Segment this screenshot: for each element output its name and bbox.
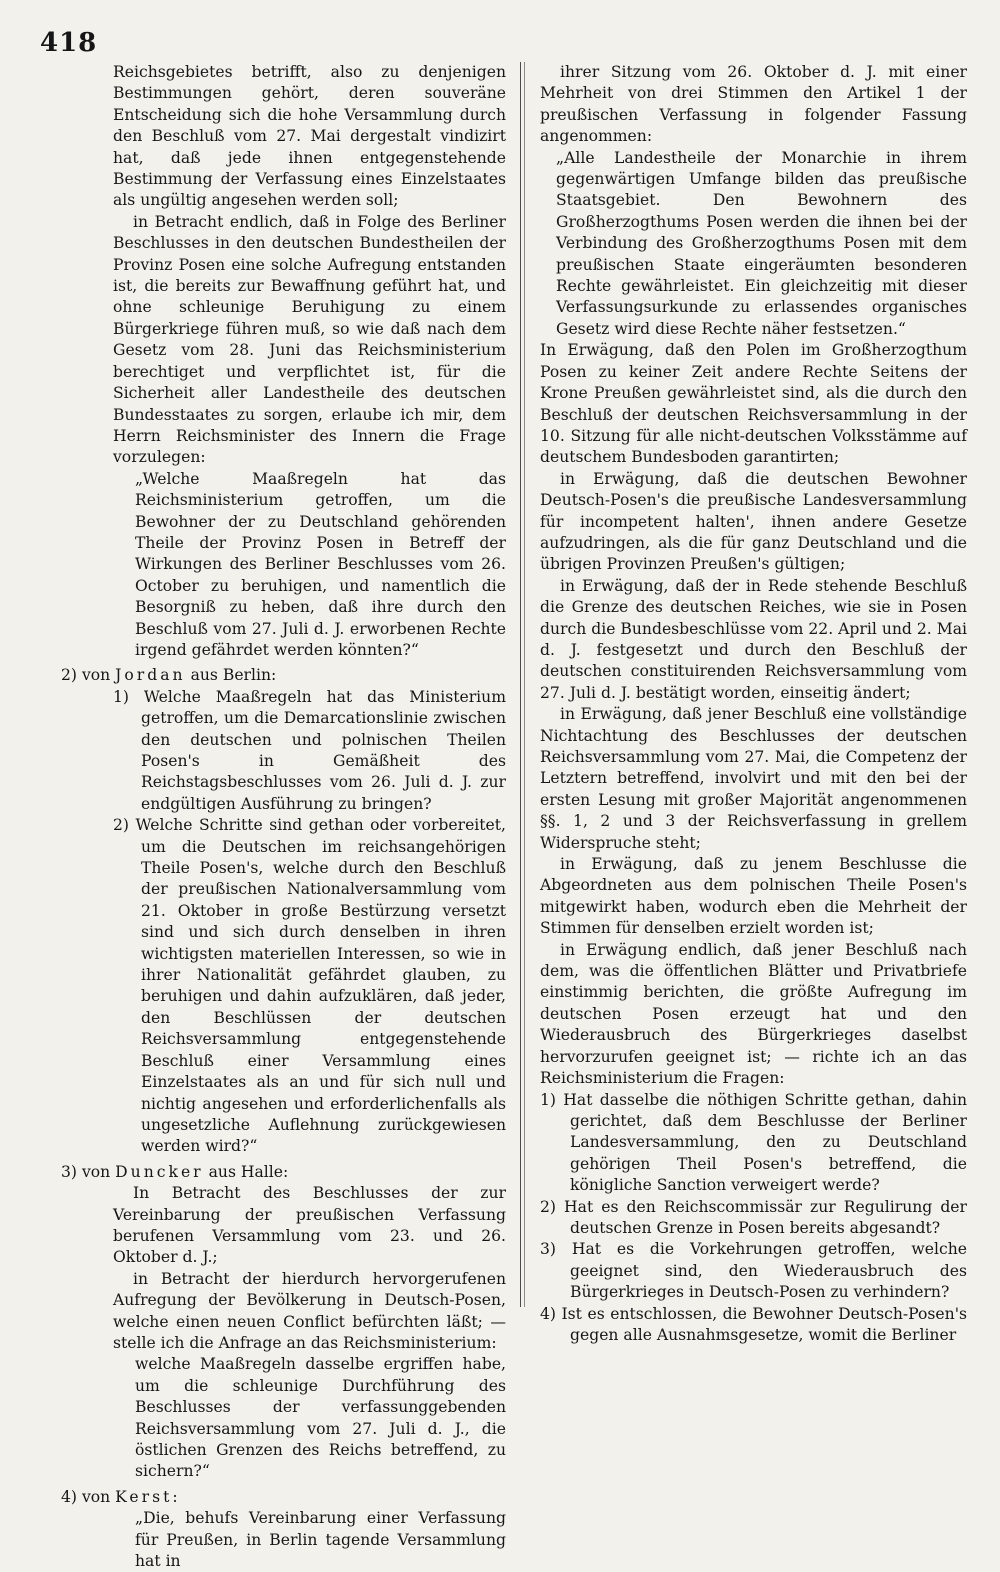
paragraph: in Erwägung, daß jener Beschluß eine vollständige Nichtachtung des Beschlusses der deutschen Reichsversammlung vom 27. Mai, die Competenz der Letztern betreffend, involvirt und mit den bei der ersten Lesung mit großer Majorität angenommenen §§. 1, 2 und 3 der Reichsverfassung in grellem Widerspruche steht; [540, 705, 967, 852]
paragraph: in Erwägung endlich, daß jener Beschluß nach dem, was die öffentlichen Blätter und Privatbriefe einstimmig berichten, die größte Aufregung im deutschen Posen erzeugt hat und den Wiederausbruch des Bürgerkrieges daselbst hervorzurufen geeignet ist; — richte ich an das Reichsministerium die Fragen: [540, 940, 967, 1088]
paragraph: in Betracht endlich, daß in Folge des Berliner Beschlusses in den deutschen Bundestheilen der Provinz Posen eine solche Aufregung entstanden ist, die bereits zur Bewaffnung geführt hat, und ohne schleunige Beruhigung zu einem Bürgerkriege führen muß, so wie daß nach dem Gesetz vom 28. Juni das Reichsministerium berechtiget und verpflichtet ist, für die Sicherheit aller Landestheile des deutschen Bundesstaates zu sorgen, erlaube ich mir, dem Herrn Reichsminister des Innern die Frage vorzulegen: [113, 212, 506, 467]
numbered-question: 1) Hat dasselbe die nöthigen Schritte gethan, dahin gerichtet, daß dem Beschlusse der Berliner Landesversammlung, den zu Deutschland gehörigen Theil Posen's betreffend, die königliche Sanction verweigert werde? [540, 1090, 967, 1195]
paragraph: In Betracht des Beschlusses der zur Vereinbarung der preußischen Verfassung berufenen Versammlung vom 23. und 26. Oktober d. J.; [113, 1184, 506, 1267]
heading-number: 3) von [61, 1162, 111, 1181]
left-column [61, 62, 506, 1572]
numbered-question: 4) Ist es entschlossen, die Bewohner Deutsch-Posen's gegen alle Ausnahmsgesetze, womit die Berliner [540, 1304, 967, 1344]
paragraph: in Erwägung, daß die deutschen Bewohner Deutsch-Posen's die preußische Landesversammlung für incompetent halten', ihnen andere Gesetze aufzudringen, als die für ganz Deutschland und die übrigen Provinzen Preußen's gültigen; [540, 469, 967, 574]
column-divider [520, 62, 521, 1307]
paragraph: in Erwägung, daß der in Rede stehende Beschluß die Grenze des deutschen Reiches, wie sie in Posen durch die Bundesbeschlüsse vom 22. April und 2. Mai d. J. festgesetzt und durch den Beschluß der deutschen constituirenden Reichsversammlung vom 27. Juli d. J. bestätigt worden, einseitig ändert; [540, 576, 967, 702]
right-column [540, 62, 967, 1346]
numbered-question: 2) Welche Schritte sind gethan oder vorbereitet, um die Deutschen im reichsangehörigen Theile Posen's, welche durch den Beschluß der preußischen Nationalversammlung vom 21. Oktober in große Bestürzung versetzt sind und sich durch denselben in ihren wichtigsten materiellen Interessen, so wie in ihrer Nationalität gefährdet glauben, zu beruhigen und dahin aufzuklären, daß jeder, den Beschlüssen der deutschen Reichsversammlung entgegenstehende Beschluß einer Versammlung eines Einzelstaates als an und für sich null und nichtig angesehen und erforderlichenfalls als ungesetzliche Auflehnung zurückgewiesen werden wird?“ [113, 816, 506, 1156]
paragraph: in Erwägung, daß zu jenem Beschlusse die Abgeordneten aus dem polnischen Theile Posen's mitgewirkt haben, wodurch eben die Mehrheit der Stimmen für denselben erzielt worden ist; [540, 855, 967, 938]
quoted-article: „Alle Landestheile der Monarchie in ihrem gegenwärtigen Umfange bilden das preußische Staatsgebiet. Den Bewohnern des Großherzogthums Posen werden die ihnen bei der Verbindung des Großherzogthums Posen mit dem preußischen Staate eingeräumten besonderen Rechte gewährleistet. Ein gleichzeitig mit dieser Verfassungsurkunde zu erlassendes organisches Gesetz wird diese Rechte näher festsetzen.“ [556, 148, 967, 338]
heading-rest: : [172, 1487, 178, 1506]
heading-name: Duncker [115, 1162, 204, 1181]
interpellation-heading-kerst [61, 1487, 506, 1508]
numbered-question: 2) Hat es den Reichscommissär zur Regulirung der deutschen Grenze in Posen bereits abgesandt? [540, 1197, 967, 1237]
interpellation-heading-jordan [61, 665, 506, 686]
numbered-question: 3) Hat es die Vorkehrungen getroffen, welche geeignet sind, den Wiederausbruch des Bürgerkrieges in Deutsch-Posen zu verhindern? [540, 1240, 967, 1302]
quoted-question: „Welche Maaßregeln hat das Reichsministerium getroffen, um die Bewohner der zu Deutschland gehörenden Theile der Provinz Posen in Betreff der Wirkungen des Berliner Beschlusses vom 26. October zu beruhigen, und namentlich die Besorgniß zu heben, daß ihre durch den Beschluß vom 27. Juli d. J. erworbenen Rechte irgend gefährdet werden könnten?“ [135, 469, 506, 659]
heading-number: 2) von [61, 666, 111, 685]
page-number: 418 [40, 28, 98, 58]
interpellation-heading-duncker [61, 1162, 506, 1183]
quoted-question: welche Maaßregeln dasselbe ergriffen habe, um die schleunige Durchführung des Beschlusses der verfassunggebenden Reichsversammlung vom 27. Juli d. J., die östlichen Grenzen des Reichs betreffend, zu sichern?“ [135, 1355, 506, 1481]
paragraph: In Erwägung, daß den Polen im Großherzogthum Posen zu keiner Zeit andere Rechte Seitens der Krone Preußen gewährleistet sind, als die durch den Beschluß der deutschen Reichsversammlung in der 10. Sitzung für alle nicht-deutschen Volksstämme auf deutschem Bundesboden garantirten; [540, 341, 967, 467]
paragraph: Reichsgebietes betrifft, also zu denjenigen Bestimmungen gehört, deren souveräne Entscheidung sich die hohe Versammlung durch den Beschluß vom 27. Mai dergestalt vindizirt hat, daß jede ihnen entgegenstehende Bestimmung der Verfassung eines Einzelstaates als ungültig angesehen werden soll; [113, 63, 506, 210]
paragraph: in Betracht der hierdurch hervorgerufenen Aufregung der Bevölkerung in Deutsch-Posen, welche einen neuen Conflict befürchten läßt; — stelle ich die Anfrage an das Reichsministerium: [113, 1269, 506, 1352]
heading-number: 4) von [61, 1487, 111, 1506]
heading-rest: aus Berlin: [190, 666, 277, 685]
numbered-question: 1) Welche Maaßregeln hat das Ministerium getroffen, um die Demarcationslinie zwischen den deutschen und polnischen Theilen Posen's in Gemäßheit des Reichstagsbeschlusses vom 26. Juli d. J. zur endgültigen Ausführung zu bringen? [113, 687, 506, 813]
quoted-text: „Die, behufs Vereinbarung einer Verfassung für Preußen, in Berlin tagende Versammlung hat in [135, 1509, 506, 1571]
column-divider-inner [524, 62, 525, 1307]
paragraph: ihrer Sitzung vom 26. Oktober d. J. mit einer Mehrheit von drei Stimmen den Artikel 1 der preußischen Verfassung in folgender Fassung angenommen: [540, 63, 967, 146]
heading-name: Jordan [115, 666, 186, 685]
heading-name: Kerst [115, 1487, 173, 1506]
heading-rest: aus Halle: [208, 1162, 289, 1181]
